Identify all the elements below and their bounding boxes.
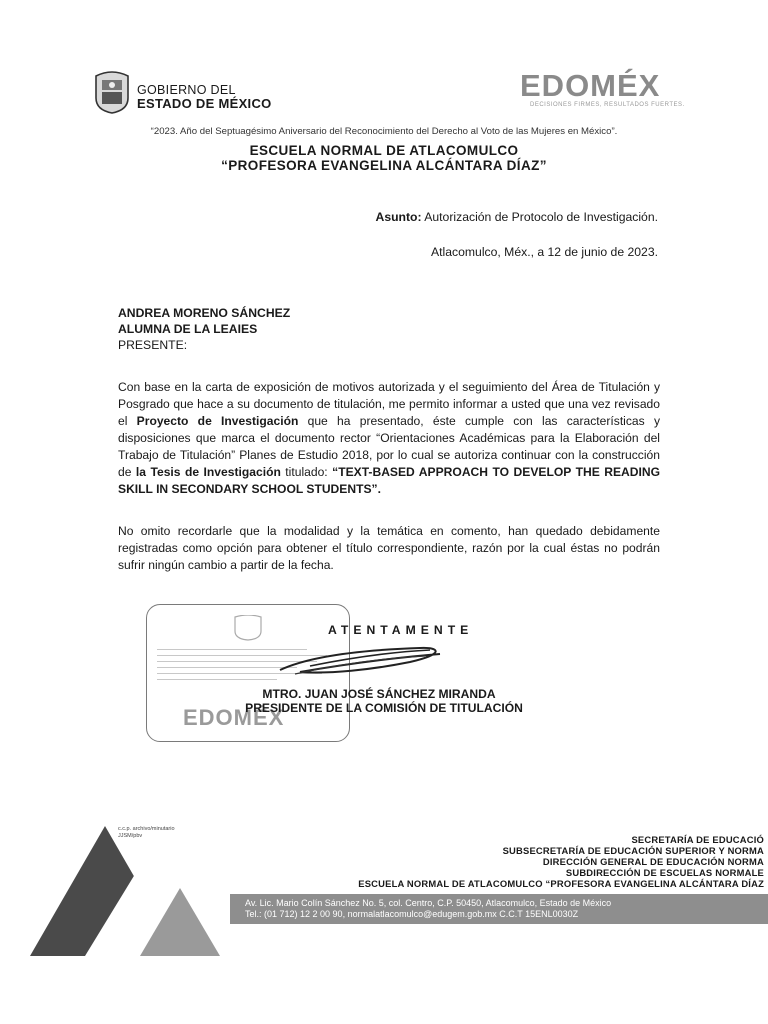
body-p1-part-c: que ha presentado, éste cumple con las características y disposiciones que marca el documento rector “Orientaciones Académicas para la Elaboración del Trabajo de Titulación” Planes de Estudio 2018, por lo cual se autoriza continuar con la construcción de (118, 414, 660, 479)
body-p1-part-e: titulado: (280, 465, 333, 479)
state-coat-of-arms-logo (92, 70, 132, 114)
footer-inst-line-4: SUBDIRECCIÓN DE ESCUELAS NORMALE (565, 867, 764, 878)
school-name: ESCUELA NORMAL DE ATLACOMULCO (249, 143, 519, 158)
body-p1-project: Proyecto de Investigación (136, 414, 299, 428)
government-name-line1: GOBIERNO DEL (137, 83, 236, 97)
signer-block (0, 687, 768, 715)
subject-line (376, 210, 658, 224)
signer-name: MTRO. JUAN JOSÉ SÁNCHEZ MIRANDA (262, 687, 496, 701)
edomex-tagline: DECISIONES FIRMES, RESULTADOS FUERTES. (530, 102, 685, 108)
signer-title: PRESIDENTE DE LA COMISIÓN DE TITULACIÓN (245, 701, 523, 715)
ccp-line-2: JJSM/pbv (118, 833, 143, 839)
recipient-role: ALUMNA DE LA LEAIES (118, 322, 258, 336)
footer-institution-block (358, 834, 764, 889)
recipient-block (118, 305, 290, 353)
recipient-name: ANDREA MORENO SÁNCHEZ (118, 306, 291, 320)
ccp-line-1: c.c.p. archivo/minutario (118, 826, 175, 832)
recipient-greeting: PRESENTE: (118, 338, 188, 352)
school-honoree: “PROFESORA EVANGELINA ALCÁNTARA DÍAZ” (221, 158, 547, 173)
government-name-line2: ESTADO DE MÉXICO (137, 96, 272, 111)
closing-atentamente: ATENTAMENTE (328, 623, 474, 637)
footer-inst-line-5: ESCUELA NORMAL DE ATLACOMULCO “PROFESORA EVANGELINA ALCÁNTARA DÍAZ (358, 878, 764, 889)
stamp-edomex-wordmark: EDOMÉX (183, 705, 285, 730)
edomex-wordmark: EDOMÉX (520, 68, 661, 103)
footer-inst-line-1: SECRETARÍA DE EDUCACIÓ (631, 834, 764, 845)
government-name (137, 84, 272, 110)
footer-inst-line-2: SUBSECRETARÍA DE EDUCACIÓN SUPERIOR Y NORMA (502, 845, 764, 856)
footer-address-line-1: Av. Lic. Mario Colín Sánchez No. 5, col. Centro, C.P. 50450, Atlacomulco, Estado de México (245, 898, 612, 908)
edomex-brand-logo (520, 70, 710, 108)
footer-address (245, 898, 611, 920)
year-motto: “2023. Año del Septuagésimo Aniversario del Reconocimiento del Derecho al Voto de las Mujeres en México”. (150, 126, 618, 137)
handwritten-signature (240, 636, 470, 686)
subject-text: Autorización de Protocolo de Investigación. (421, 210, 658, 224)
subject-label: Asunto: (375, 210, 422, 224)
body-p1-part-a: Con base en la carta de exposición de motivos autorizada y el seguimiento del Área de Titulación y Posgrado que hace a su documento de titulación, me permito informar a usted que una vez revisado el (118, 380, 660, 428)
footer-triangle-graphic (30, 826, 270, 956)
body-paragraph-2: No omito recordarle que la modalidad y la temática en comento, han quedado debidamente registradas como opción para obtener el título correspondiente, razón por la cual éstas no podrán sufrir ningún cambio a partir de la fecha. (118, 524, 660, 572)
body-paragraph-1 (118, 379, 660, 498)
body-p1-thesis-title: “TEXT-BASED APPROACH TO DEVELOP THE READING SKILL IN SECONDARY SCHOOL STUDENTS”. (118, 465, 660, 496)
letter-date: Atlacomulco, Méx., a 12 de junio de 2023. (431, 245, 658, 259)
body-p1-thesis: la Tesis de Investigación (135, 465, 281, 479)
footer-address-line-2: Tel.: (01 712) 12 2 00 90, normalatlacomulco@edugem.gob.mx C.C.T 15ENL0030Z (245, 909, 579, 919)
footer-inst-line-3: DIRECCIÓN GENERAL DE EDUCACIÓN NORMA (542, 856, 764, 867)
